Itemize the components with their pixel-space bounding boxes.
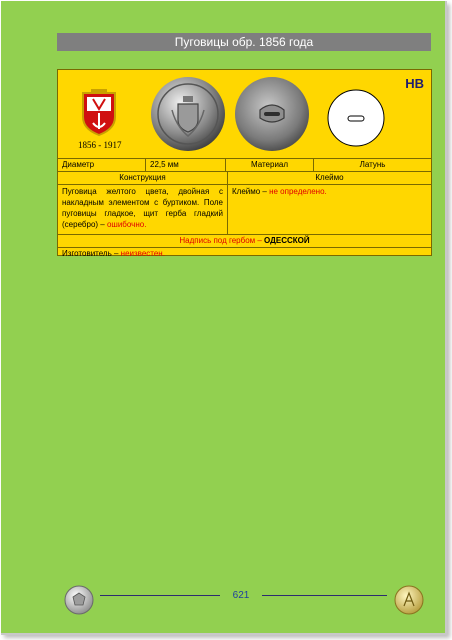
inscription: [58, 235, 431, 247]
inscription-label: Надпись под гербом –: [179, 236, 265, 245]
maker-label: Изготовитель –: [62, 249, 121, 258]
specs-row-description: [58, 184, 431, 234]
construction-label: Конструкция: [58, 172, 228, 184]
diameter-value: 22,5 мм: [146, 159, 226, 171]
specs-row-inscription: [58, 234, 431, 247]
specs-row-maker: [58, 247, 431, 260]
button-front-photo: [150, 76, 226, 152]
images-row: [58, 70, 431, 158]
description-text: Пуговица желтого цвета, двойная с накладным элементом с буртиком. Поле пуговицы гладкое, щит герба гладкий (серебро) –: [62, 187, 223, 229]
coat-of-arms-icon: [79, 87, 119, 137]
maker-value: неизвестен.: [120, 249, 165, 258]
specs-table: [58, 158, 431, 260]
footer-line-left: [100, 595, 220, 596]
button-card: [57, 69, 432, 256]
maker: [58, 248, 431, 260]
button-back-photo: [234, 76, 310, 152]
footer-line-right: [262, 595, 387, 596]
button-diagram: [326, 88, 386, 148]
construction-description: [58, 185, 228, 235]
right-medal-icon: [394, 585, 424, 615]
catalog-badge: НВ: [405, 76, 424, 91]
mark-label: Клеймо: [315, 173, 344, 182]
mark-verdict: не определено.: [269, 187, 327, 196]
left-medal-icon: [64, 585, 94, 615]
mark-description: [228, 185, 431, 235]
material-value: Латунь: [359, 160, 386, 169]
inscription-value: ОДЕССКОЙ: [264, 236, 310, 245]
specs-row-headers: [58, 171, 431, 184]
material-label: Материал: [226, 159, 314, 171]
mark-text: Клеймо –: [232, 187, 270, 196]
diameter-label: Диаметр: [58, 159, 146, 171]
years-label: 1856 - 1917: [78, 140, 122, 150]
page-number: 621: [232, 590, 250, 601]
description-verdict: ошибочно.: [106, 220, 147, 229]
specs-row-dimensions: [58, 158, 431, 171]
page-title: Пуговицы обр. 1856 года: [57, 33, 431, 51]
